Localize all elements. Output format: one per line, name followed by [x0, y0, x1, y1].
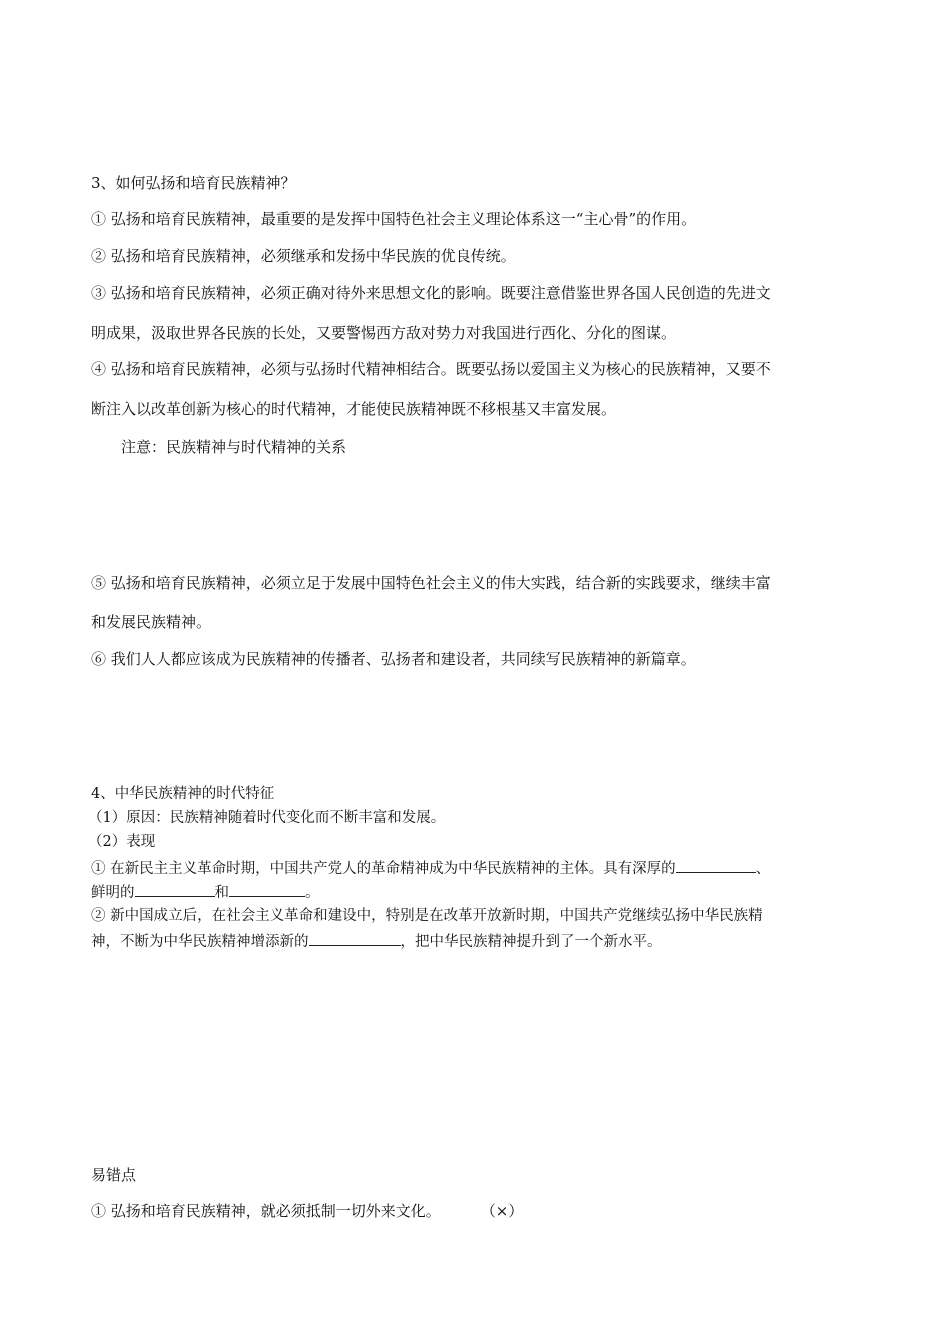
- point-6: ⑥ 我们人人都应该成为民族精神的传播者、弘扬者和建设者，共同续写民族精神的新篇章。: [91, 650, 696, 668]
- point-1: ① 弘扬和培育民族精神，最重要的是发挥中国特色社会主义理论体系这一“主心骨”的作用。: [91, 210, 697, 228]
- section-4-title: 4、中华民族精神的时代特征: [91, 786, 275, 802]
- performance-heading: （2）表现: [88, 834, 156, 850]
- note: 注意：民族精神与时代精神的关系: [121, 438, 347, 456]
- q2-line-1: ② 新中国成立后，在社会主义革命和建设中，特别是在改革开放新时期，中国共产党继续弘扬中华民族精: [91, 908, 763, 924]
- point-5-line-2: 和发展民族精神。: [91, 613, 212, 631]
- section-3-title: 3、如何弘扬和培育民族精神？: [91, 174, 296, 192]
- point-2: ② 弘扬和培育民族精神，必须继承和发扬中华民族的优良传统。: [91, 247, 516, 265]
- q1b-and: 和: [214, 885, 229, 901]
- error-mark: （×）: [480, 1202, 524, 1220]
- point-3-line-1: ③ 弘扬和培育民族精神，必须正确对待外来思想文化的影响。既要注意借鉴世界各国人民创造的先进文: [91, 284, 771, 302]
- q1-line-1: [91, 858, 770, 879]
- blank-3[interactable]: [229, 882, 305, 897]
- point-4-line-1: ④ 弘扬和培育民族精神，必须与弘扬时代精神相结合。既要弘扬以爱国主义为核心的民族精神，又要不: [91, 360, 771, 378]
- q2b-end: ，把中华民族精神提升到了一个新水平。: [400, 934, 662, 950]
- blank-1[interactable]: [676, 858, 756, 873]
- point-4-line-2: 断注入以改革创新为核心的时代精神，才能使民族精神既不移根基又丰富发展。: [91, 400, 617, 418]
- point-3-line-2: 明成果，汲取世界各民族的长处，又要警惕西方敌对势力对我国进行西化、分化的图谋。: [91, 324, 677, 342]
- reason-line: （1）原因：民族精神随着时代变化而不断丰富和发展。: [88, 810, 446, 826]
- error-points-title: 易错点: [91, 1166, 137, 1184]
- q1b-start: 鲜明的: [91, 885, 135, 901]
- blank-4[interactable]: [309, 931, 401, 946]
- error-item-text: ① 弘扬和培育民族精神，就必须抵制一切外来文化。: [91, 1202, 441, 1220]
- q1b-end: 。: [305, 885, 320, 901]
- blank-2[interactable]: [135, 882, 215, 897]
- error-item-1: [91, 1201, 523, 1221]
- point-5-line-1: ⑤ 弘扬和培育民族精神，必须立足于发展中国特色社会主义的伟大实践，结合新的实践要求，继续丰富: [91, 574, 771, 592]
- q2b-start: 神，不断为中华民族精神增添新的: [91, 934, 309, 950]
- q1-text: ① 在新民主主义革命时期，中国共产党人的革命精神成为中华民族精神的主体。具有深厚的: [91, 861, 676, 877]
- q1-end: 、: [755, 861, 771, 877]
- q1-line-2: [91, 882, 320, 903]
- q2-line-2: [91, 931, 662, 952]
